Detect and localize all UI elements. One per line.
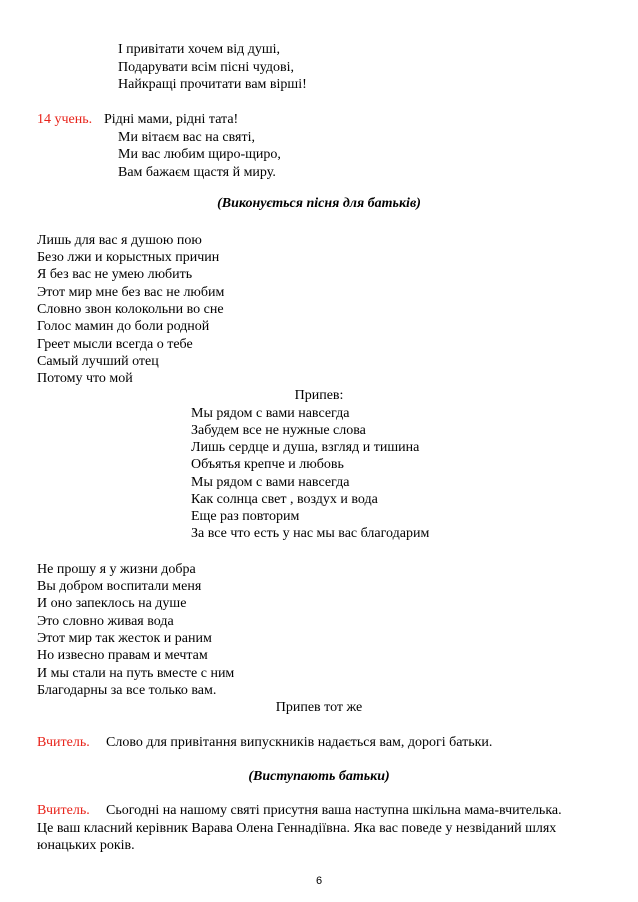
speaker-label: 14 учень. <box>37 112 93 127</box>
song-line: Словно звон колокольни во сне <box>37 302 224 317</box>
poem-line: Ми вас любим щиро-щиро, <box>118 147 281 162</box>
stage-direction: (Виконується пісня для батьків) <box>217 196 421 211</box>
chorus-line: Еще раз повторим <box>191 509 300 524</box>
chorus-line: Мы рядом с вами навсегда <box>191 475 350 490</box>
poem-line: Подарувати всім пісні чудові, <box>118 60 294 75</box>
poem-line: Вам бажаєм щастя й миру. <box>118 165 276 180</box>
song-line: Потому что мой <box>37 371 133 386</box>
chorus-line: Лишь сердце и душа, взгляд и тишина <box>191 440 420 455</box>
chorus-line: Забудем все не нужные слова <box>191 423 366 438</box>
speaker-label: Вчитель. <box>37 803 90 818</box>
song-line: Но извесно правам и мечтам <box>37 648 208 663</box>
song-line: Это словно живая вода <box>37 614 174 629</box>
chorus-repeat-note: Припев тот же <box>275 700 363 715</box>
speaker-label: Вчитель. <box>37 735 90 750</box>
song-line: Я без вас не умею любить <box>37 267 193 282</box>
song-line: И мы стали на путь вместе с ним <box>37 666 235 681</box>
song-line: Не прошу я у жизни добра <box>37 562 196 577</box>
song-line: Самый лучший отец <box>37 354 159 369</box>
song-line: Безо лжи и корыстных причин <box>37 250 220 265</box>
chorus-title: Припев: <box>294 388 344 403</box>
speech-text: юнацьких років. <box>37 838 135 853</box>
chorus-line: Мы рядом с вами навсегда <box>191 406 350 421</box>
chorus-line: Объятья крепче и любовь <box>191 457 344 472</box>
speech-text: Це ваш класний керівник Варава Олена Геннадіївна. Яка вас поведе у незвіданий шлях <box>37 821 557 836</box>
song-line: Благодарны за все только вам. <box>37 683 217 698</box>
song-line: И оно запеклось на душе <box>37 596 187 611</box>
song-line: Лишь для вас я душою пою <box>37 233 202 248</box>
speech-text: Слово для привітання випускників надається вам, дорогі батьки. <box>106 735 493 750</box>
song-line: Голос мамин до боли родной <box>37 319 210 334</box>
poem-line: Ми вітаєм вас на святі, <box>118 130 255 145</box>
song-line: Этот мир так жесток и раним <box>37 631 212 646</box>
song-line: Вы добром воспитали меня <box>37 579 202 594</box>
chorus-line: Как солнца свет , воздух и вода <box>191 492 378 507</box>
poem-line: Рідні мами, рідні тата! <box>104 112 239 127</box>
poem-line: І привітати хочем від душі, <box>118 42 281 57</box>
chorus-line: За все что есть у нас мы вас благодарим <box>191 526 430 541</box>
song-line: Греет мысли всегда о тебе <box>37 337 193 352</box>
speech-text: Сьогодні на нашому святі присутня ваша наступна шкільна мама-вчителька. <box>106 803 562 818</box>
song-line: Этот мир мне без вас не любим <box>37 285 225 300</box>
page-number: 6 <box>315 875 323 887</box>
poem-line: Найкращі прочитати вам вірші! <box>118 77 307 92</box>
stage-direction: (Виступають батьки) <box>248 769 390 784</box>
